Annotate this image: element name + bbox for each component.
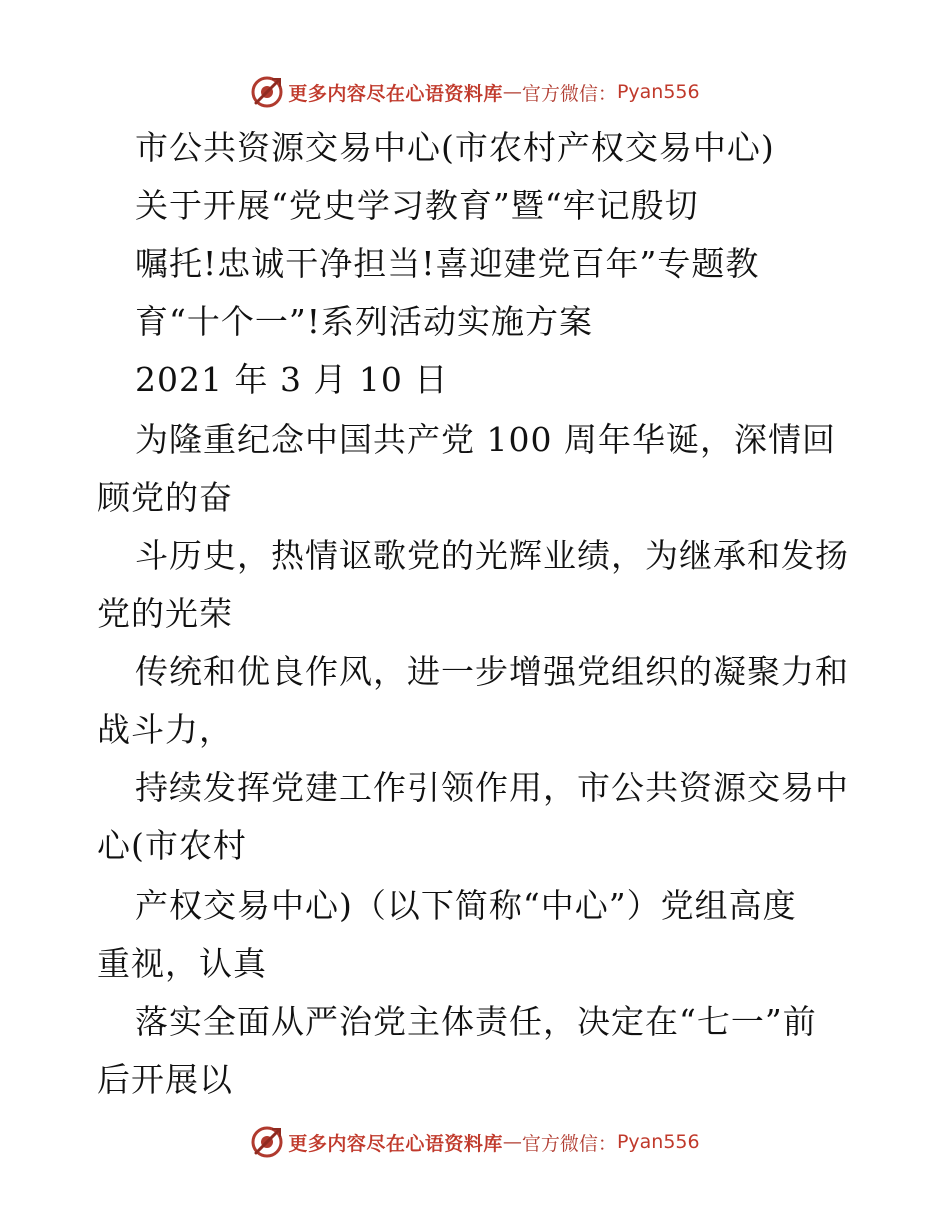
banner-sub-text: 官方微信： bbox=[521, 1132, 617, 1155]
banner-main-text: 更多内容尽在心语资料库 bbox=[288, 82, 503, 105]
body-line: 重视，认真 bbox=[97, 944, 267, 983]
logo-icon bbox=[250, 1125, 284, 1159]
body-line: 斗历史，热情讴歌党的光辉业绩，为继承和发扬 bbox=[135, 536, 849, 575]
document-date: 2021 年 3 月 10 日 bbox=[135, 360, 449, 399]
banner-wechat-id: Pyan556 bbox=[616, 1131, 700, 1153]
header-banner bbox=[0, 72, 950, 112]
banner-separator: — bbox=[502, 81, 522, 103]
body-line: 战斗力， bbox=[97, 710, 233, 749]
body-line: 传统和优良作风，进一步增强党组织的凝聚力和 bbox=[135, 652, 849, 691]
title-line-2: 关于开展“党史学习教育”暨“牢记殷切 bbox=[135, 186, 699, 225]
footer-banner bbox=[0, 1122, 950, 1162]
banner-wechat-id: Pyan556 bbox=[616, 81, 700, 103]
banner-separator: — bbox=[502, 1131, 522, 1153]
body-line: 为隆重纪念中国共产党 100 周年华诞，深情回 bbox=[135, 420, 836, 459]
body-line: 党的光荣 bbox=[97, 594, 233, 633]
logo-icon bbox=[250, 75, 284, 109]
body-line: 顾党的奋 bbox=[97, 478, 233, 517]
title-line-3: 嘱托!忠诚干净担当!喜迎建党百年”专题教 bbox=[135, 244, 760, 283]
banner-main-text: 更多内容尽在心语资料库 bbox=[288, 1132, 503, 1155]
title-line-1: 市公共资源交易中心(市农村产权交易中心) bbox=[135, 128, 775, 167]
body-line: 产权交易中心)（以下简称“中心”）党组高度 bbox=[135, 886, 797, 925]
banner-sub-text: 官方微信： bbox=[521, 82, 617, 105]
body-line: 心(市农村 bbox=[97, 826, 247, 865]
body-line: 后开展以 bbox=[97, 1060, 233, 1099]
body-line: 持续发挥党建工作引领作用，市公共资源交易中 bbox=[135, 768, 849, 807]
body-line: 落实全面从严治党主体责任，决定在“七一”前 bbox=[135, 1002, 817, 1041]
title-line-4: 育“十个一”!系列活动实施方案 bbox=[135, 302, 594, 341]
